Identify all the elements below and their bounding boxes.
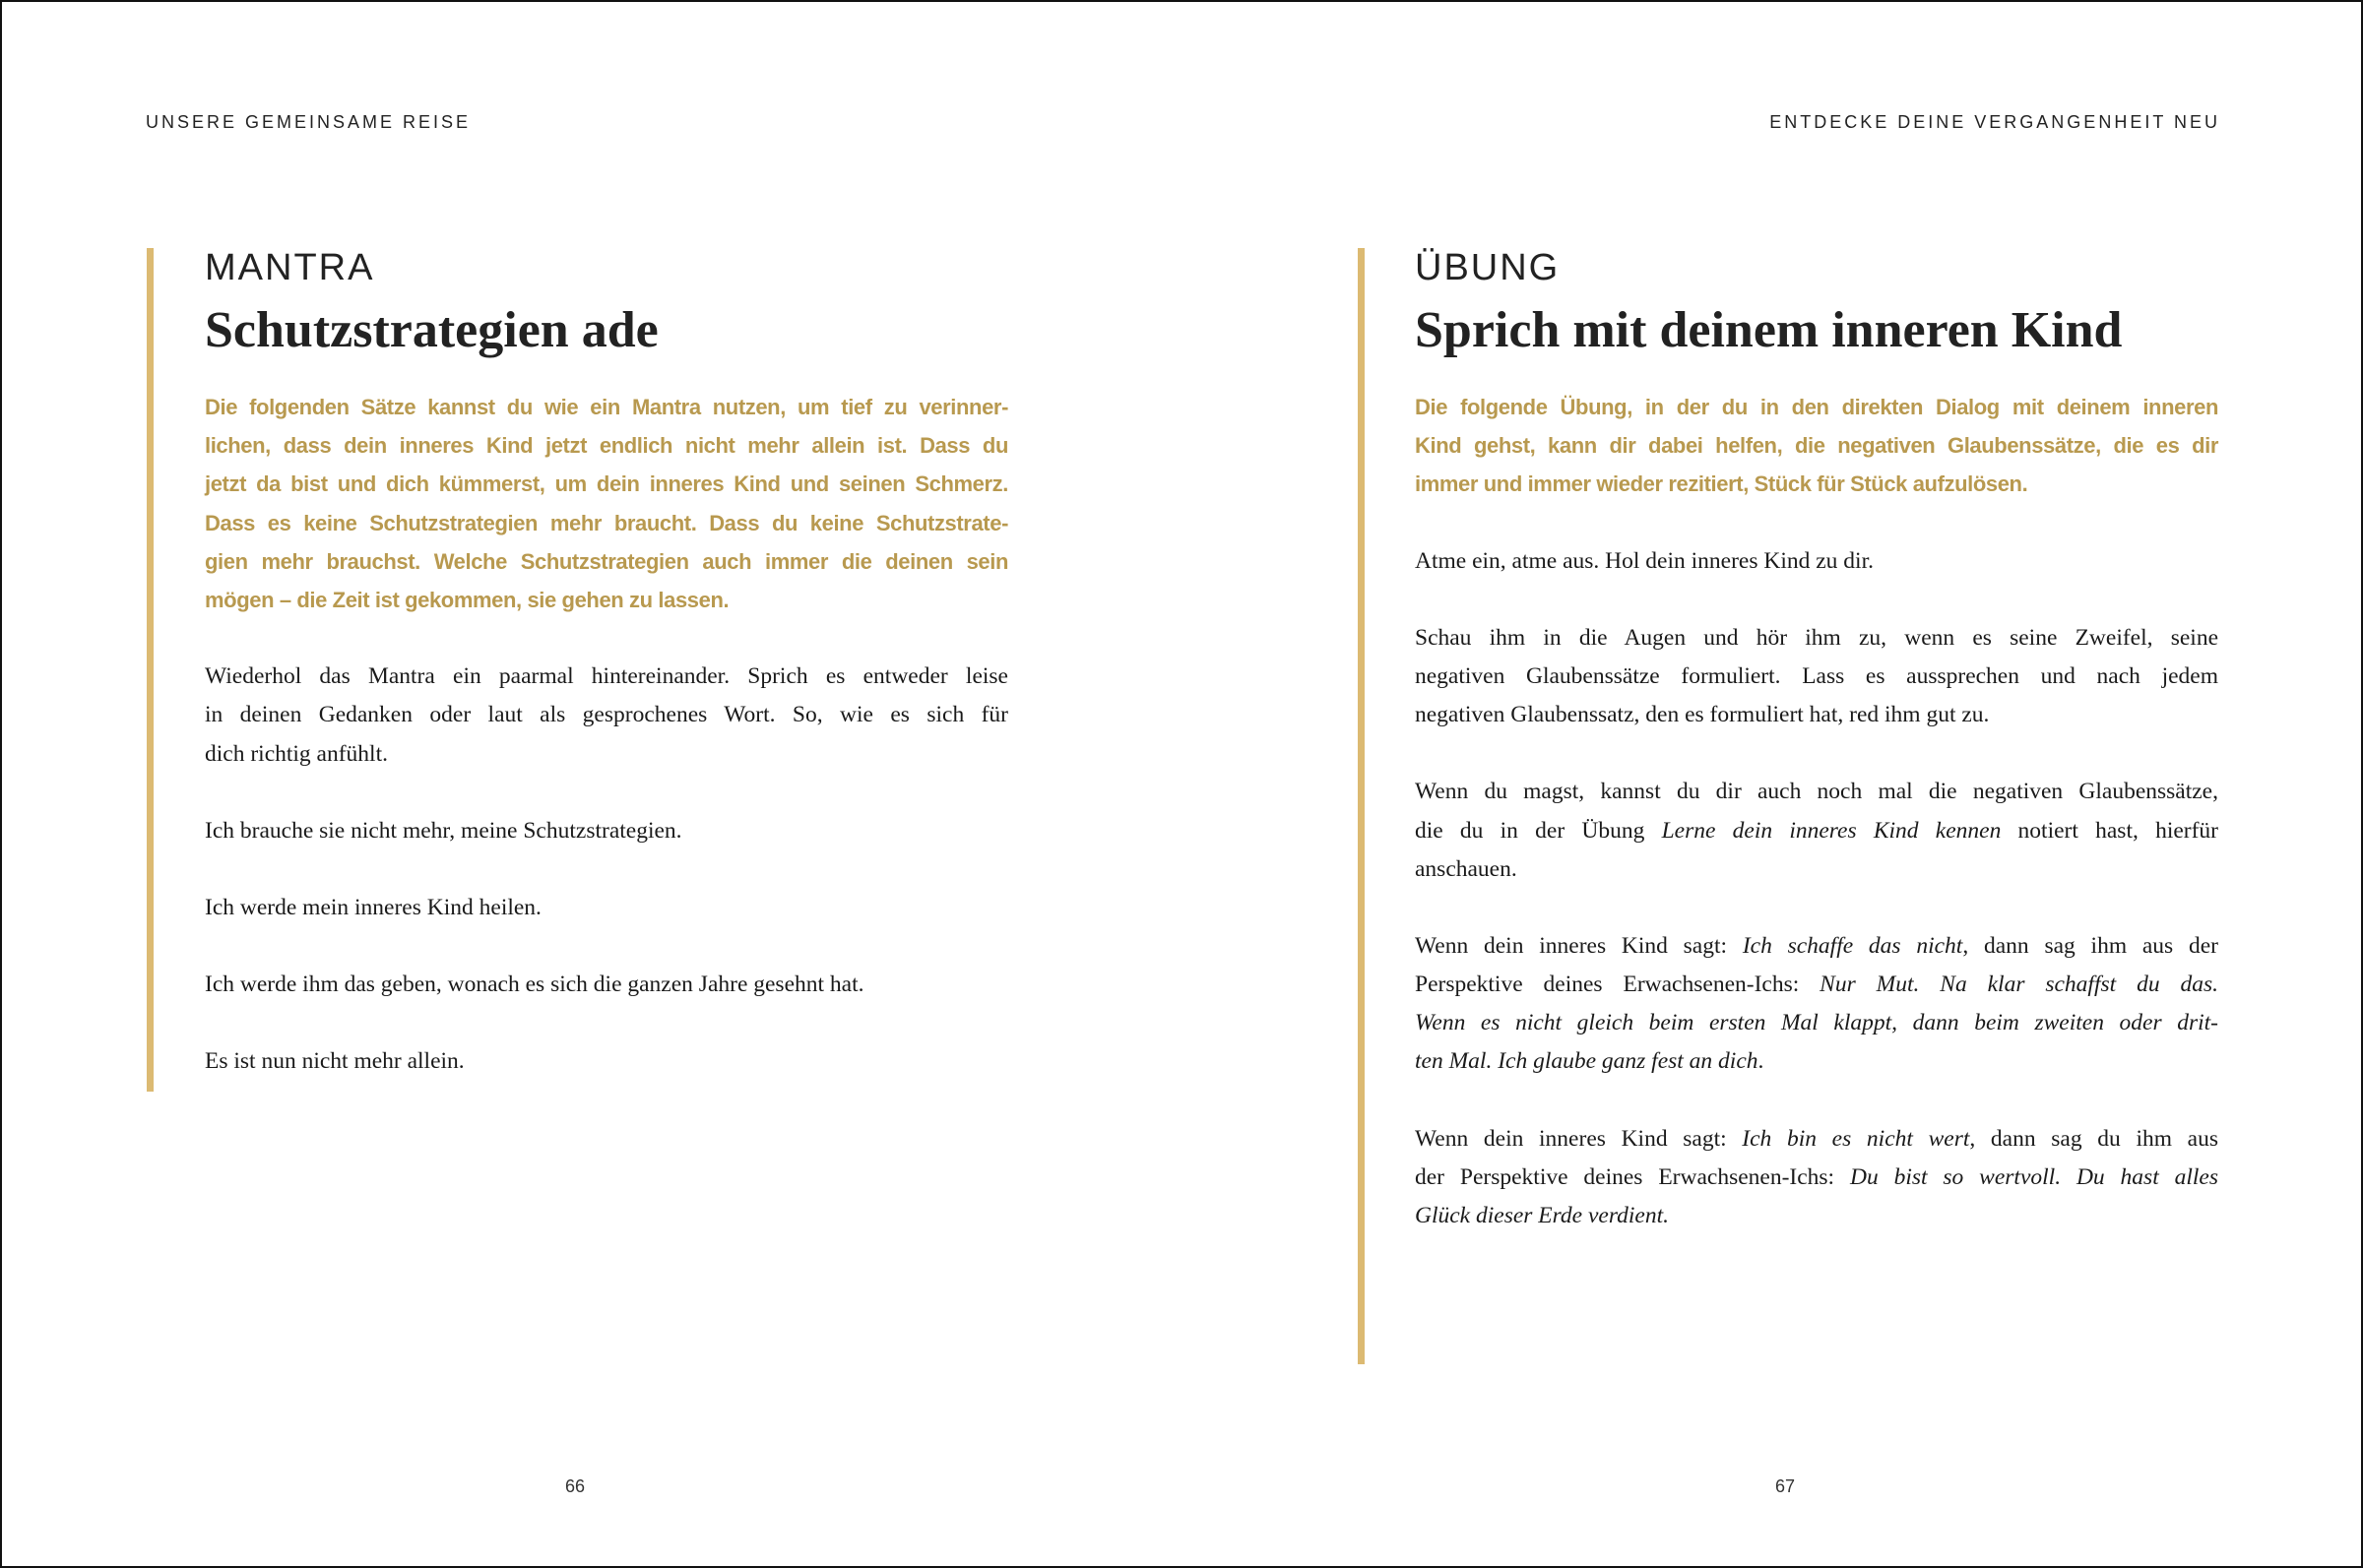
text-segment: negativen Glaubenssätze formuliert. Lass es aussprechen und nach jedem xyxy=(1415,662,2218,689)
text-segment: Die folgende Übung, in der du in den direkten Dialog mit deinem inneren xyxy=(1415,395,2218,419)
text-line xyxy=(205,504,1008,542)
body-paragraph xyxy=(205,658,1008,774)
italic-text: ten Mal. Ich glaube ganz fest an dich xyxy=(1415,1048,1758,1075)
text-segment: Perspektive deines Erwachsenen-Ichs: xyxy=(1415,972,1820,998)
text-segment: negativen Glaubenssatz, den es formuliert hat, red ihm gut zu. xyxy=(1415,702,1990,728)
text-segment: Wiederhol das Mantra ein paarmal hintereinander. Sprich es entweder leise xyxy=(205,663,1008,690)
text-segment: Die folgenden Sätze kannst du wie ein Mantra nutzen, um tief zu verinner- xyxy=(205,395,1008,419)
text-line xyxy=(1415,1159,2218,1197)
text-line xyxy=(205,465,1008,503)
text-line xyxy=(1415,1120,2218,1159)
text-segment: Ich brauche sie nicht mehr, meine Schutzstrategien. xyxy=(205,817,682,844)
body-paragraph xyxy=(205,966,1008,1004)
text-line xyxy=(1415,619,2218,658)
section-title: Schutzstrategien ade xyxy=(205,302,659,358)
body-paragraph xyxy=(205,889,1008,927)
text-line xyxy=(1415,465,2218,503)
text-line xyxy=(205,889,1008,927)
paragraphs xyxy=(205,388,1008,1081)
running-header-right: ENTDECKE DEINE VERGANGENHEIT NEU xyxy=(1769,112,2220,132)
text-segment: immer und immer wieder rezitiert, Stück für Stück aufzulösen. xyxy=(1415,471,2028,497)
page-number-right: 67 xyxy=(1775,1476,1796,1496)
italic-text: Wenn es nicht gleich beim ersten Mal klappt, dann beim zweiten oder drit- xyxy=(1415,1010,2218,1036)
text-line xyxy=(205,581,1008,619)
text-line xyxy=(1415,773,2218,811)
text-line xyxy=(1415,696,2218,734)
text-line xyxy=(205,426,1008,465)
text-line xyxy=(1415,542,2218,581)
italic-text: Glück dieser Erde verdient. xyxy=(1415,1203,1669,1228)
body-paragraph xyxy=(1415,619,2218,735)
body-paragraph xyxy=(1415,773,2218,889)
italic-text: Du bist so wertvoll. Du hast alles xyxy=(1849,1163,2218,1190)
text-segment: Ich werde mein inneres Kind heilen. xyxy=(205,894,542,920)
accent-bar-right xyxy=(1358,248,1365,1364)
text-line xyxy=(1415,927,2218,966)
text-segment: , dann sag du ihm aus xyxy=(1969,1125,2218,1152)
text-line xyxy=(1415,1197,2218,1235)
text-segment: Es ist nun nicht mehr allein. xyxy=(205,1048,465,1075)
text-segment: jetzt da bist und dich kümmerst, um dein inneres Kind und seinen Schmerz. xyxy=(205,471,1008,497)
text-line xyxy=(205,966,1008,1004)
text-segment: die du in der Übung xyxy=(1415,817,1662,844)
text-segment: gien mehr brauchst. Welche Schutzstrategien auch immer die deinen sein xyxy=(205,548,1008,574)
text-line xyxy=(205,812,1008,850)
text-segment: der Perspektive deines Erwachsenen-Ichs: xyxy=(1415,1163,1850,1190)
text-line xyxy=(1415,1004,2218,1042)
text-line xyxy=(1415,426,2218,465)
text-segment: in deinen Gedanken oder laut als gesprochenes Wort. So, wie es sich für xyxy=(205,702,1008,728)
text-segment: Atme ein, atme aus. Hol dein inneres Kind zu dir. xyxy=(1415,547,1874,574)
text-segment: anschauen. xyxy=(1415,855,1517,882)
text-line xyxy=(205,1042,1008,1081)
text-line xyxy=(205,388,1008,426)
text-line xyxy=(205,735,1008,774)
lead-paragraph xyxy=(205,388,1008,619)
right-page-content xyxy=(1415,246,2218,1274)
body-paragraph xyxy=(1415,542,2218,581)
body-paragraph xyxy=(205,1042,1008,1081)
text-segment: Dass es keine Schutzstrategien mehr braucht. Dass du keine Schutzstrate- xyxy=(205,510,1008,535)
text-line xyxy=(1415,812,2218,850)
text-segment: notiert hast, hierfür xyxy=(2001,817,2219,844)
section-kicker: MANTRA xyxy=(205,247,375,288)
text-segment: Wenn du magst, kannst du dir auch noch mal die negativen Glaubenssätze, xyxy=(1415,779,2218,805)
section-kicker: ÜBUNG xyxy=(1415,247,1561,288)
text-segment: Ich werde ihm das geben, wonach es sich die ganzen Jahre gesehnt hat. xyxy=(205,972,864,998)
text-segment: Kind gehst, kann dir dabei helfen, die negativen Glaubenssätze, die es dir xyxy=(1415,433,2218,459)
left-page-content xyxy=(205,246,1008,1119)
italic-text: Ich bin es nicht wert xyxy=(1742,1125,1970,1152)
text-line xyxy=(205,542,1008,581)
text-line xyxy=(1415,850,2218,889)
italic-text: Lerne dein inneres Kind kennen xyxy=(1661,817,2002,844)
text-line xyxy=(1415,388,2218,426)
text-line xyxy=(1415,966,2218,1004)
italic-text: Nur Mut. Na klar schaffst du das. xyxy=(1820,972,2218,998)
text-segment: Wenn dein inneres Kind sagt: xyxy=(1415,932,1743,959)
text-line xyxy=(1415,658,2218,696)
text-segment: . xyxy=(1757,1048,1764,1075)
text-segment: lichen, dass dein inneres Kind jetzt endlich nicht mehr allein ist. Dass du xyxy=(205,433,1008,459)
text-segment: Wenn dein inneres Kind sagt: xyxy=(1415,1125,1743,1152)
section-title: Sprich mit deinem inneren Kind xyxy=(1415,302,2123,358)
running-header-left: UNSERE GEMEINSAME REISE xyxy=(146,112,472,132)
text-line xyxy=(205,696,1008,734)
accent-bar-left xyxy=(147,248,154,1092)
text-segment: dich richtig anfühlt. xyxy=(205,740,388,767)
text-segment: , dann sag ihm aus der xyxy=(1962,932,2218,959)
paragraphs xyxy=(1415,388,2218,1235)
page-number-left: 66 xyxy=(565,1476,586,1496)
italic-text: Ich schaffe das nicht xyxy=(1742,932,1963,959)
text-line xyxy=(1415,1042,2218,1081)
body-paragraph xyxy=(205,812,1008,850)
text-segment: mögen – die Zeit ist gekommen, sie gehen zu lassen. xyxy=(205,587,730,612)
text-line xyxy=(205,658,1008,696)
lead-paragraph xyxy=(1415,388,2218,504)
body-paragraph xyxy=(1415,927,2218,1082)
body-paragraph xyxy=(1415,1120,2218,1236)
text-segment: Schau ihm in die Augen und hör ihm zu, wenn es seine Zweifel, seine xyxy=(1415,624,2218,651)
